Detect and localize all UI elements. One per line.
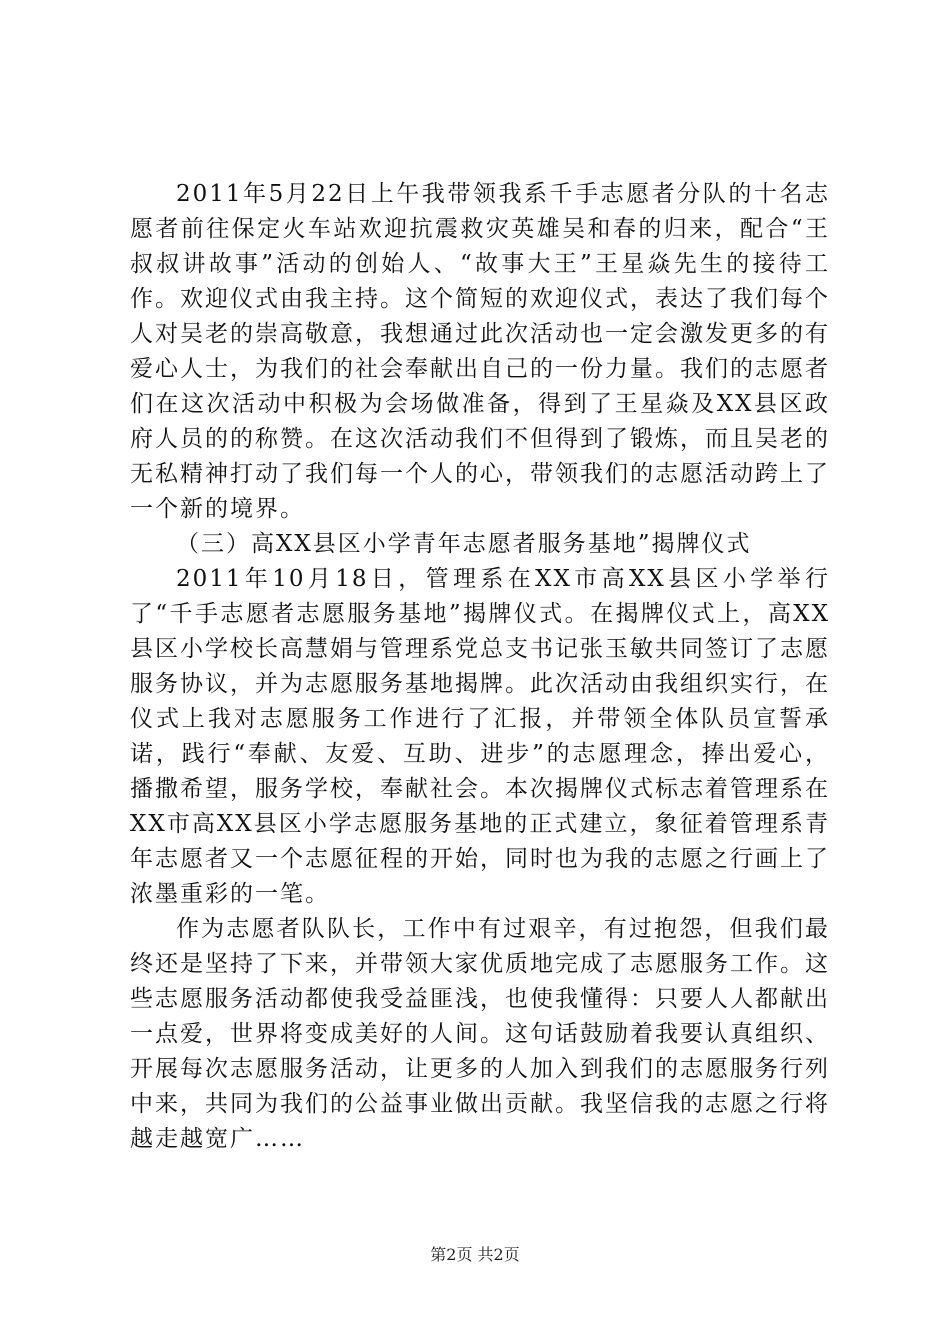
page-number-footer: 第2页 共2页 (430, 1245, 520, 1264)
paragraph-conclusion: 作为志愿者队队长，工作中有过艰辛，有过抱怨，但我们最终还是坚持了下来，并带领大家优质地完成了志愿服务工作。这些志愿服务活动都使我受益匪浅，也使我懂得：只要人人都献出一点爱，世界将变成美好的人间。这句话鼓励着我要认真组织、开展每次志愿服务活动，让更多的人加入到我们的志愿服务行列中来，共同为我们的公益事业做出贡献。我坚信我的志愿之行将越走越宽广…… (130, 916, 830, 1152)
section-heading-base-unveiling: （三）高XX县区小学青年志愿者服务基地”揭牌仪式 (176, 531, 752, 557)
paragraph-base-unveiling: 2011年10月18日，管理系在XX市高XX县区小学举行了“千手志愿者志愿服务基地”揭牌仪式。在揭牌仪式上，高XX县区小学校长高慧娟与管理系党总支书记张玉敏共同签订了志愿服务协议，并为志愿服务基地揭牌。此次活动由我组织实行，在仪式上我对志愿服务工作进行了汇报，并带领全体队员宣誓承诺，践行“奉献、友爱、互助、进步”的志愿理念，捧出爱心，播撒希望，服务学校，奉献社会。本次揭牌仪式标志着管理系在XX市高XX县区小学志愿服务基地的正式建立，象征着管理系青年志愿者又一个志愿征程的开始，同时也为我的志愿之行画上了浓墨重彩的一笔。 (130, 566, 830, 907)
paragraph-welcome-ceremony: 2011年5月22日上午我带领我系千手志愿者分队的十名志愿者前往保定火车站欢迎抗震救灾英雄吴和春的归来，配合“王叔叔讲故事”活动的创始人、“故事大王”王星焱先生的接待工作。欢迎仪式由我主持。这个简短的欢迎仪式，表达了我们每个人对吴老的崇高敬意，我想通过此次活动也一定会激发更多的有爱心人士，为我们的社会奉献出自己的一份力量。我们的志愿者们在这次活动中积极为会场做准备，得到了王星焱及XX县区政府人员的的称赞。在这次活动我们不但得到了锻炼，而且吴老的无私精神打动了我们每一个人的心，带领我们的志愿活动跨上了一个新的境界。 (130, 181, 830, 522)
document-body (130, 177, 830, 1157)
